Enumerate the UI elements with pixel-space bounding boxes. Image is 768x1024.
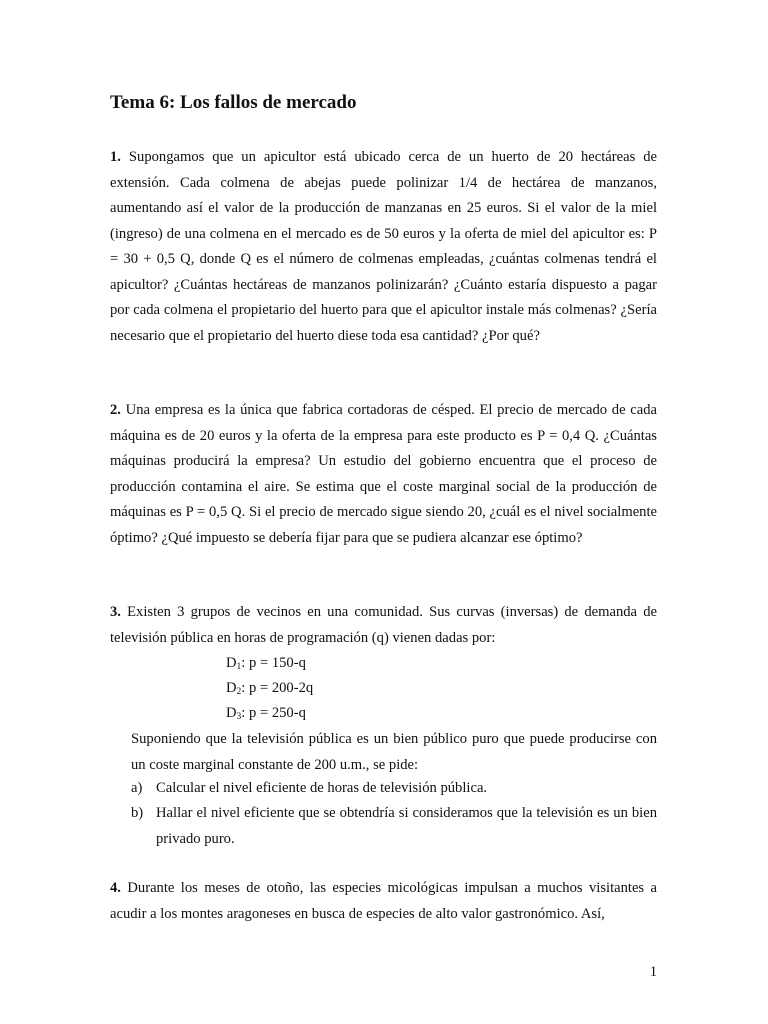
page-title: Tema 6: Los fallos de mercado [110, 92, 357, 113]
problem-number: 4. [110, 880, 121, 896]
problem-text: Una empresa es la única que fabrica cortadoras de césped. El precio de mercado de cada máquina es de 20 euros y la oferta de la empresa para este producto es P = 0,4 Q. ¿Cuántas máquinas producirá la empresa? Un estudio del gobierno encuentra que el proceso de producción contamina el aire. Se estima que el coste marginal social de la producción de máquinas es P = 0,5 Q. Si el precio de mercado sigue siendo 20, ¿cuál es el nivel socialmente óptimo? ¿Qué impuesto se debería fijar para que se pudiera alcanzar ese óptimo? [110, 402, 657, 546]
list-item-b [131, 801, 657, 852]
problem-number: 2. [110, 402, 121, 418]
list-item-text: Hallar el nivel eficiente que se obtendría si consideramos que la televisión es un bien privado puro. [156, 805, 657, 847]
demand-equation-3: $D_3$: p = 250-q [226, 705, 306, 722]
list-item-a [131, 776, 657, 802]
demand-equation-2: $D_2$: p = 200-2q [226, 680, 314, 697]
problem-intro: Existen 3 grupos de vecinos en una comunidad. Sus curvas (inversas) de demanda de televisión pública en horas de programación (q) vienen dadas por: [110, 604, 657, 646]
problem-text: Supongamos que un apicultor está ubicado cerca de un huerto de 20 hectáreas de extensión. Cada colmena de abejas puede polinizar 1/4 de hectárea de manzanos, aumentando así el valor de la producción de manzanas en 25 euros. Si el valor de la miel (ingreso) de una colmena en el mercado es de 50 euros y la oferta de miel del apicultor es: P = 30 + 0,5 Q, donde Q es el número de colmenas empleadas, ¿cuántas colmenas tendrá el apicultor? ¿Cuántas hectáreas de manzanos polinizarán? ¿Cuánto estaría dispuesto a pagar por cada colmena el propietario del huerto para que el apicultor instale más colmenas? ¿Sería necesario que el propietario del huerto diese toda esa cantidad? ¿Por qué? [110, 149, 657, 344]
problem-number: 3. [110, 604, 121, 620]
problem-text: Durante los meses de otoño, las especies micológicas impulsan a muchos visitantes a acudir a los montes aragoneses en busca de especies de alto valor gastronómico. Así, [110, 880, 657, 922]
document-page [110, 0, 657, 1024]
page-number: 1 [649, 964, 657, 980]
problem-4 [110, 876, 657, 927]
demand-equation-1: $D_1$: p = 150-q [226, 655, 306, 672]
list-item-text: Calcular el nivel eficiente de horas de televisión pública. [156, 780, 488, 796]
problem-number: 1. [110, 149, 121, 165]
problem-3-statement: Suponiendo que la televisión pública es un bien público puro que puede producirse con un coste marginal constante de 200 u.m., se pide: [131, 731, 657, 773]
problem-1 [110, 145, 657, 349]
list-marker: b) [131, 805, 144, 821]
problem-3 [110, 600, 657, 651]
problem-2 [110, 398, 657, 551]
list-marker: a) [131, 780, 143, 796]
